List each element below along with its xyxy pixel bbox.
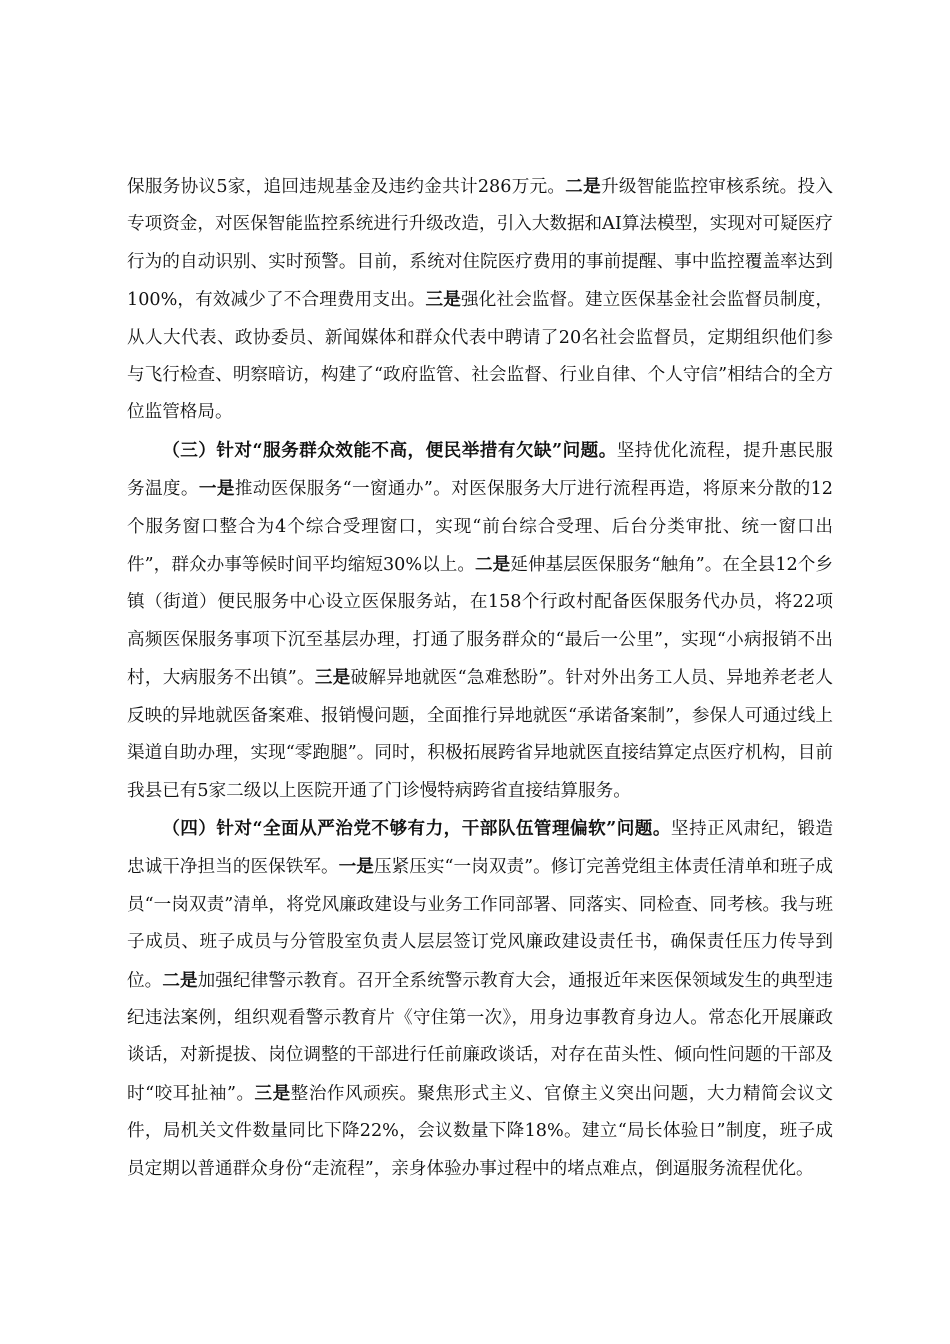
text-run: 坚持优化流程，提升惠民服务温度。 <box>127 440 833 500</box>
document-body <box>127 168 833 1188</box>
section-heading: （三）针对“服务群众效能不高，便民举措有欠缺”问题。 <box>162 439 617 461</box>
text-run: 强化社会监督。建立医保基金社会监督员制度，从人大代表、政协委员、新闻媒体和群众代表中聘请了20名社会监督员，定期组织他们参与飞行检查、明察暗访，构建了“政府监管、社会监督、行业自律、个人守信”相结合的全方位监管格局。 <box>127 290 833 423</box>
text-run: 保服务协议5家，追回违规基金及违约金共计286万元。 <box>127 177 566 197</box>
bold-marker: 二是 <box>475 554 511 576</box>
text-run: 升级智能监控审核系统。投入专项资金，对医保智能监控系统进行升级改造，引入大数据和AI算法模型，实现对可疑医疗行为的自动识别、实时预警。目前，系统对住院医疗费用的事前提醒、事中监控覆盖率达到100%，有效减少了不合理费用支出。 <box>127 177 833 311</box>
paragraph-service-efficiency <box>127 432 833 810</box>
paragraph-supervision <box>127 168 833 432</box>
bold-marker: 三是 <box>254 1082 291 1104</box>
bold-marker: 三是 <box>314 667 351 689</box>
bold-marker: 三是 <box>425 289 461 311</box>
section-heading: （四）针对“全面从严治党不够有力，干部队伍管理偏软”问题。 <box>162 817 671 839</box>
text-run: 坚持正风肃纪，锻造忠诚干净担当的医保铁军。 <box>127 818 833 878</box>
paragraph-party-discipline <box>127 810 833 1188</box>
text-run: 延伸基层医保服务“触角”。在全县12个乡镇（街道）便民服务中心设立医保服务站，在158个行政村配备医保服务代办员，将22项高频医保服务事项下沉至基层办理，打通了服务群众的“最后一公里”，实现“小病报销不出村，大病服务不出镇”。 <box>127 555 833 689</box>
text-run: 加强纪律警示教育。召开全系统警示教育大会，通报近年来医保领域发生的典型违纪违法案例，组织观看警示教育片《守住第一次》，用身边事教育身边人。常态化开展廉政谈话，对新提拔、岗位调整的干部进行任前廉政谈话，对存在苗头性、倾向性问题的干部及时“咬耳扯袖”。 <box>127 970 833 1104</box>
bold-marker: 一是 <box>198 478 235 500</box>
text-run: 推动医保服务“一窗通办”。对医保服务大厅进行流程再造，将原来分散的12个服务窗口整合为4个综合受理窗口，实现“前台综合受理、后台分类审批、统一窗口出件”，群众办事等候时间平均缩短30%以上。 <box>127 479 833 576</box>
bold-marker: 二是 <box>565 176 602 197</box>
text-run: 整治作风顽疾。聚焦形式主义、官僚主义突出问题，大力精简会议文件，局机关文件数量同比下降22%，会议数量下降18%。建立“局长体验日”制度，班子成员定期以普通群众身份“走流程”，亲身体验办事过程中的堵点难点，倒逼服务流程优化。 <box>127 1083 833 1179</box>
bold-marker: 二是 <box>162 969 198 991</box>
text-run: 压紧压实“一岗双责”。修订完善党组主体责任清单和班子成员“一岗双责”清单，将党风廉政建设与业务工作同部署、同落实、同检查、同考核。我与班子成员、班子成员与分管股室负责人层层签订党风廉政建设责任书，确保责任压力传导到位。 <box>127 857 833 991</box>
text-run: 破解异地就医“急难愁盼”。针对外出务工人员、异地养老老人反映的异地就医备案难、报销慢问题，全面推行异地就医“承诺备案制”，参保人可通过线上渠道自助办理，实现“零跑腿”。同时，积极拓展跨省异地就医直接结算定点医疗机构，目前我县已有5家二级以上医院开通了门诊慢特病跨省直接结算服务。 <box>127 668 833 801</box>
bold-marker: 一是 <box>338 856 374 878</box>
